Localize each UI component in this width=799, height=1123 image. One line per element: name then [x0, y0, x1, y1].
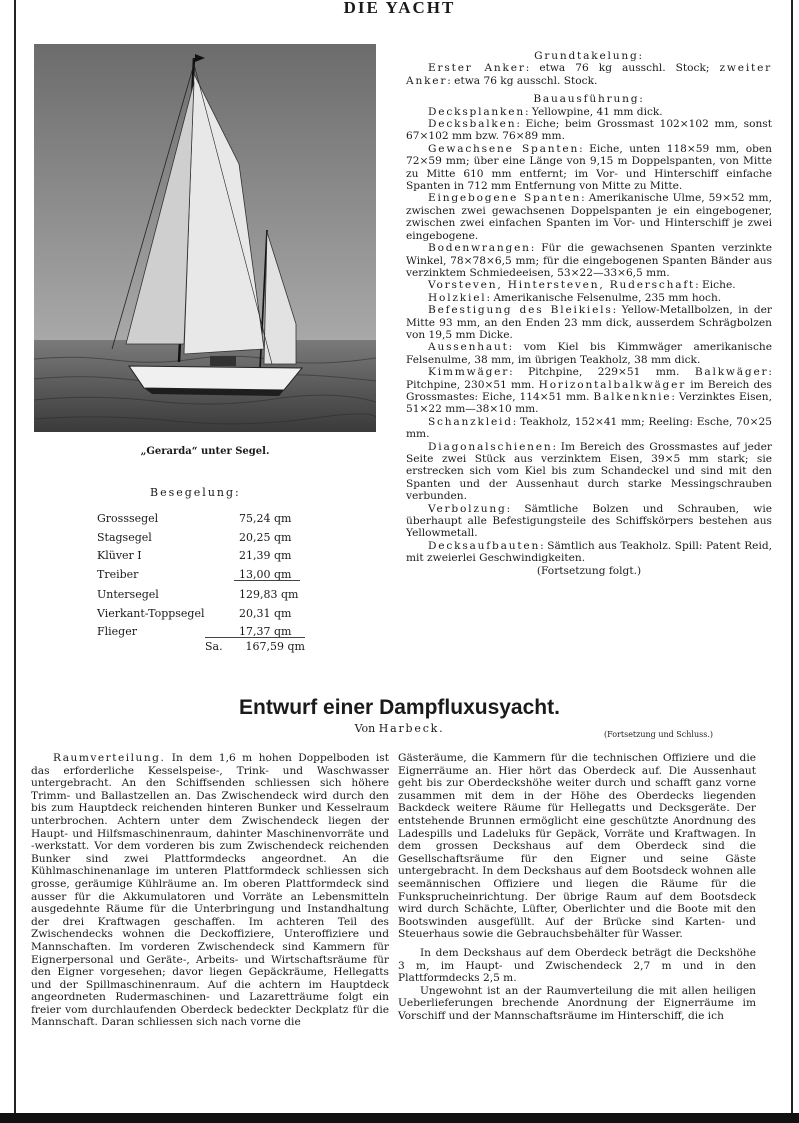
- sum-label: Sa.: [205, 640, 223, 653]
- article-column-left: [31, 752, 389, 1029]
- spec-kimmwaeger: Kimmwäger: Pitchpine, 229×51 mm. Balkwäger: Pitchpine, 230×51 mm. Horizontalbalkwäger im Bereich des Grossmastes: Eiche, 114×51 mm. Balkenknie: Verzinktes Eisen, 51×22 mm—38×10 mm.: [406, 366, 772, 416]
- spec-holzkiel: Holzkiel: Amerikanische Felsenulme, 235 mm hoch.: [428, 291, 722, 304]
- sail-name: Treiber: [97, 567, 139, 581]
- spec-schanzkleid: Schanzkleid: Teakholz, 152×41 mm; Reeling: Esche, 70×25 mm.: [406, 415, 772, 441]
- table-row: [97, 547, 307, 566]
- table-row: [97, 529, 307, 548]
- specification-column: [406, 50, 772, 577]
- sail-area: 21,39 qm: [239, 549, 292, 562]
- spec-diagonalschienen: Diagonalschienen: Im Bereich des Grossmastes auf jeder Seite zwei Stück aus verzinktem Eisen, 39×5 mm stark; sie erstrecken sich vom Kiel bis zum Schandeckel und sind mit den Spanten und der Aussenhaut durch starke Messingschrauben verbunden.: [406, 440, 772, 503]
- bauausfuehrung-heading: Bauausführung:: [533, 93, 645, 106]
- spec-decksplanken: Decksplanken: Yellowpine, 41 mm dick.: [428, 105, 663, 118]
- continued-note: (Fortsetzung folgt.): [536, 564, 642, 577]
- sail-name: Grosssegel: [97, 512, 159, 525]
- article-title: Entwurf einer Dampfluxusyacht.: [239, 696, 560, 719]
- sail-area: 20,25 qm: [239, 530, 292, 544]
- sail-name: Flieger: [97, 625, 137, 638]
- table-row: [97, 586, 307, 605]
- spec-verbolzung: Verbolzung: Sämtliche Bolzen und Schrauben, wie überhaupt alle Befestigungsteile des Schiffskörpers bestehen aus Yellowmetall.: [406, 502, 772, 540]
- article-paragraph: Ungewohnt ist an der Raumverteilung die mit allen heiligen Ueberlieferungen brechende Anordnung der Eignerräume im Vorschiff und der Mannschaftsräume im Hinterschiff, die ich: [398, 984, 756, 1022]
- spec-steven: Vorsteven, Hintersteven, Ruderschaft: Eiche.: [428, 279, 736, 292]
- spec-decksbalken: Decksbalken: Eiche; beim Grossmast 102×102 mm, sonst 67×102 mm bzw. 76×89 mm.: [406, 118, 772, 143]
- article-paragraph: Raumverteilung. In dem 1,6 m hohen Doppelboden ist das erforderliche Kesselspeise-, Trink- und Waschwasser untergebracht. An den Schiffsenden schliessen sich höhere Trimm- und Ballastzellen an. Das Zwischendeck wird durch den bis zum Hauptdeck reichenden hinteren Bunker und Kesselraum unterbrochen. Achtern unter dem Zwischendeck liegen der Haupt- und Hilfsmaschinenraum, dahinter Maschinenvorräte und -werkstatt. Vor dem vorderen bis zum Zwischendeck reichenden Bunker sind zwei Plattformdecks angeordnet. An die Kühlmaschinenanlage im unteren Plattformdeck schliessen sich grosse, geräumige Kühlräume an. Im oberen Plattformdeck sind ausser für die Akkumulatoren und Vorräte an Lebensmitteln ausgedehnte Räume für die Unterbringung und Instandhaltung der drei Kraftwagen geschaffen. Im achteren Teil des Zwischendecks wohnen die Deckoffiziere, Unteroffiziere und Mannschaften. Im vorderen Zwischendeck sind Kammern für Eignerpersonal und Geräte-, Arbeits- und Wirtschaftsräume für den Eigner vorgesehen; davor liegen Gepäckräume, Hellegatts und der Spillmaschinenraum. Auf die achtern im Hauptdeck angeordneten Rudermaschinen- und Lazaretträume folgt ein freier vom durchlaufenden Oberdeck bedeckter Deckplatz für die Mannschaft. Daran schliessen sich nach vorne die: [31, 752, 389, 1029]
- spec-aussenhaut: Aussenhaut: vom Kiel bis Kimmwäger amerikanische Felsenulme, 38 mm, im übrigen Teakholz, 38 mm dick.: [406, 341, 772, 366]
- sail-area: 129,83 qm: [239, 588, 299, 601]
- spec-decksaufbauten: Decksaufbauten: Sämtlich aus Teakholz. Spill: Patent Reid, mit zweierlei Geschwindigkeiten.: [406, 539, 772, 565]
- page-edge-left: [14, 0, 16, 1123]
- spec-gewachsene-spanten: Gewachsene Spanten: Eiche, unten 118×59 mm, oben 72×59 mm; über eine Länge von 9,15 m Doppelspanten, von Mitte zu Mitte 610 mm entfernt; im Vor- und Hinterschiff einfache Spanten in 712 mm Entfernung von Mitte zu Mitte.: [406, 142, 773, 193]
- sail-area: 17,37 qm: [239, 625, 292, 638]
- sail-area: 75,24 qm: [239, 512, 292, 525]
- article-paragraph: In dem Deckshaus auf dem Oberdeck beträgt die Deckshöhe 3 m, im Haupt- und Zwischendeck 2,7 m und in den Plattformdecks 2,5 m.: [398, 946, 756, 985]
- page-edge-right: [791, 0, 793, 1123]
- spec-bleikiel: Befestigung des Bleikiels: Yellow-Metallbolzen, in der Mitte 93 mm, an den Enden 23 mm dick, ausserdem Schrägbolzen von 19,5 mm Dicke.: [406, 304, 772, 341]
- sail-name: Klüver I: [97, 549, 142, 562]
- table-row: [97, 605, 307, 624]
- article-author: Von Harbeck.: [354, 722, 445, 735]
- table-row: [97, 566, 307, 585]
- sail-area: 13,00 qm: [239, 567, 292, 581]
- scan-bottom-edge: [0, 1113, 799, 1123]
- sails-total: [205, 637, 305, 653]
- sum-value: 167,59 qm: [245, 640, 305, 653]
- sail-name: Stagsegel: [97, 530, 152, 544]
- running-header: DIE YACHT: [343, 0, 456, 16]
- yacht-photo-illustration: [34, 44, 376, 432]
- photo-caption: „Gerarda“ unter Segel.: [140, 446, 270, 457]
- sails-heading: Besegelung:: [150, 486, 241, 499]
- subtotal-rule: [234, 580, 300, 581]
- sail-name: Vierkant-Toppsegel: [97, 606, 205, 620]
- grundtakelung-heading: Grundtakelung:: [534, 50, 644, 62]
- spec-anker: Erster Anker: etwa 76 kg ausschl. Stock; zweiter Anker: etwa 76 kg ausschl. Stock.: [406, 62, 772, 87]
- sail-name: Untersegel: [97, 588, 159, 601]
- sails-table: [97, 510, 307, 642]
- yacht-photo: [34, 44, 376, 432]
- sail-area: 20,31 qm: [239, 606, 292, 620]
- spec-bodenwrangen: Bodenwrangen: Für die gewachsenen Spanten verzinkte Winkel, 78×78×6,5 mm; für die eingebogenen Spanten Bänder aus verzinktem Schmiedeeisen, 53×22—33×6,5 mm.: [406, 242, 772, 279]
- article-paragraph: Gästeräume, die Kammern für die technischen Offiziere und die Eignerräume an. Hier hört das Oberdeck auf. Die Aussenhaut geht bis zur Oberdeckshöhe weiter durch und schafft ganz vorne zusammen mit dem in der Höhe des Oberdecks liegenden Backdeck weitere Räume für Hellegatts und Decksgeräte. Der entstehende Brunnen ermöglicht eine geschützte Anordnung des Ladespills und Ladeluks für Gepäck, Vorräte und Kraftwagen. In dem grossen Deckshaus auf dem Oberdeck sind die Gesellschaftsräume für den Eigner und seine Gäste untergebracht. In dem Deckshaus auf dem Bootsdeck wohnen alle seemännischen Offiziere und liegen die Räume für die Funksprucheinrichtung. Der übrige Raum auf dem Bootsdeck wird durch Schächte, Lüfter, Oberlichter und die Boote mit den Bootswinden ausgefüllt. Auf der Brücke sind Karten- und Steuerhaus sowie die Gebrauchsbehälter für Wasser.: [398, 752, 756, 941]
- spec-eingebogene-spanten: Eingebogene Spanten: Amerikanische Ulme, 59×52 mm, zwischen zwei gewachsenen Doppelspanten je ein eingebogener, zwischen zwei einfachen Spanten im Vor- und Hinterschiff je zwei eingebogene.: [406, 192, 772, 242]
- table-row: [97, 510, 307, 529]
- article-column-right: [398, 752, 756, 1022]
- article-note: (Fortsetzung und Schluss.): [604, 730, 713, 739]
